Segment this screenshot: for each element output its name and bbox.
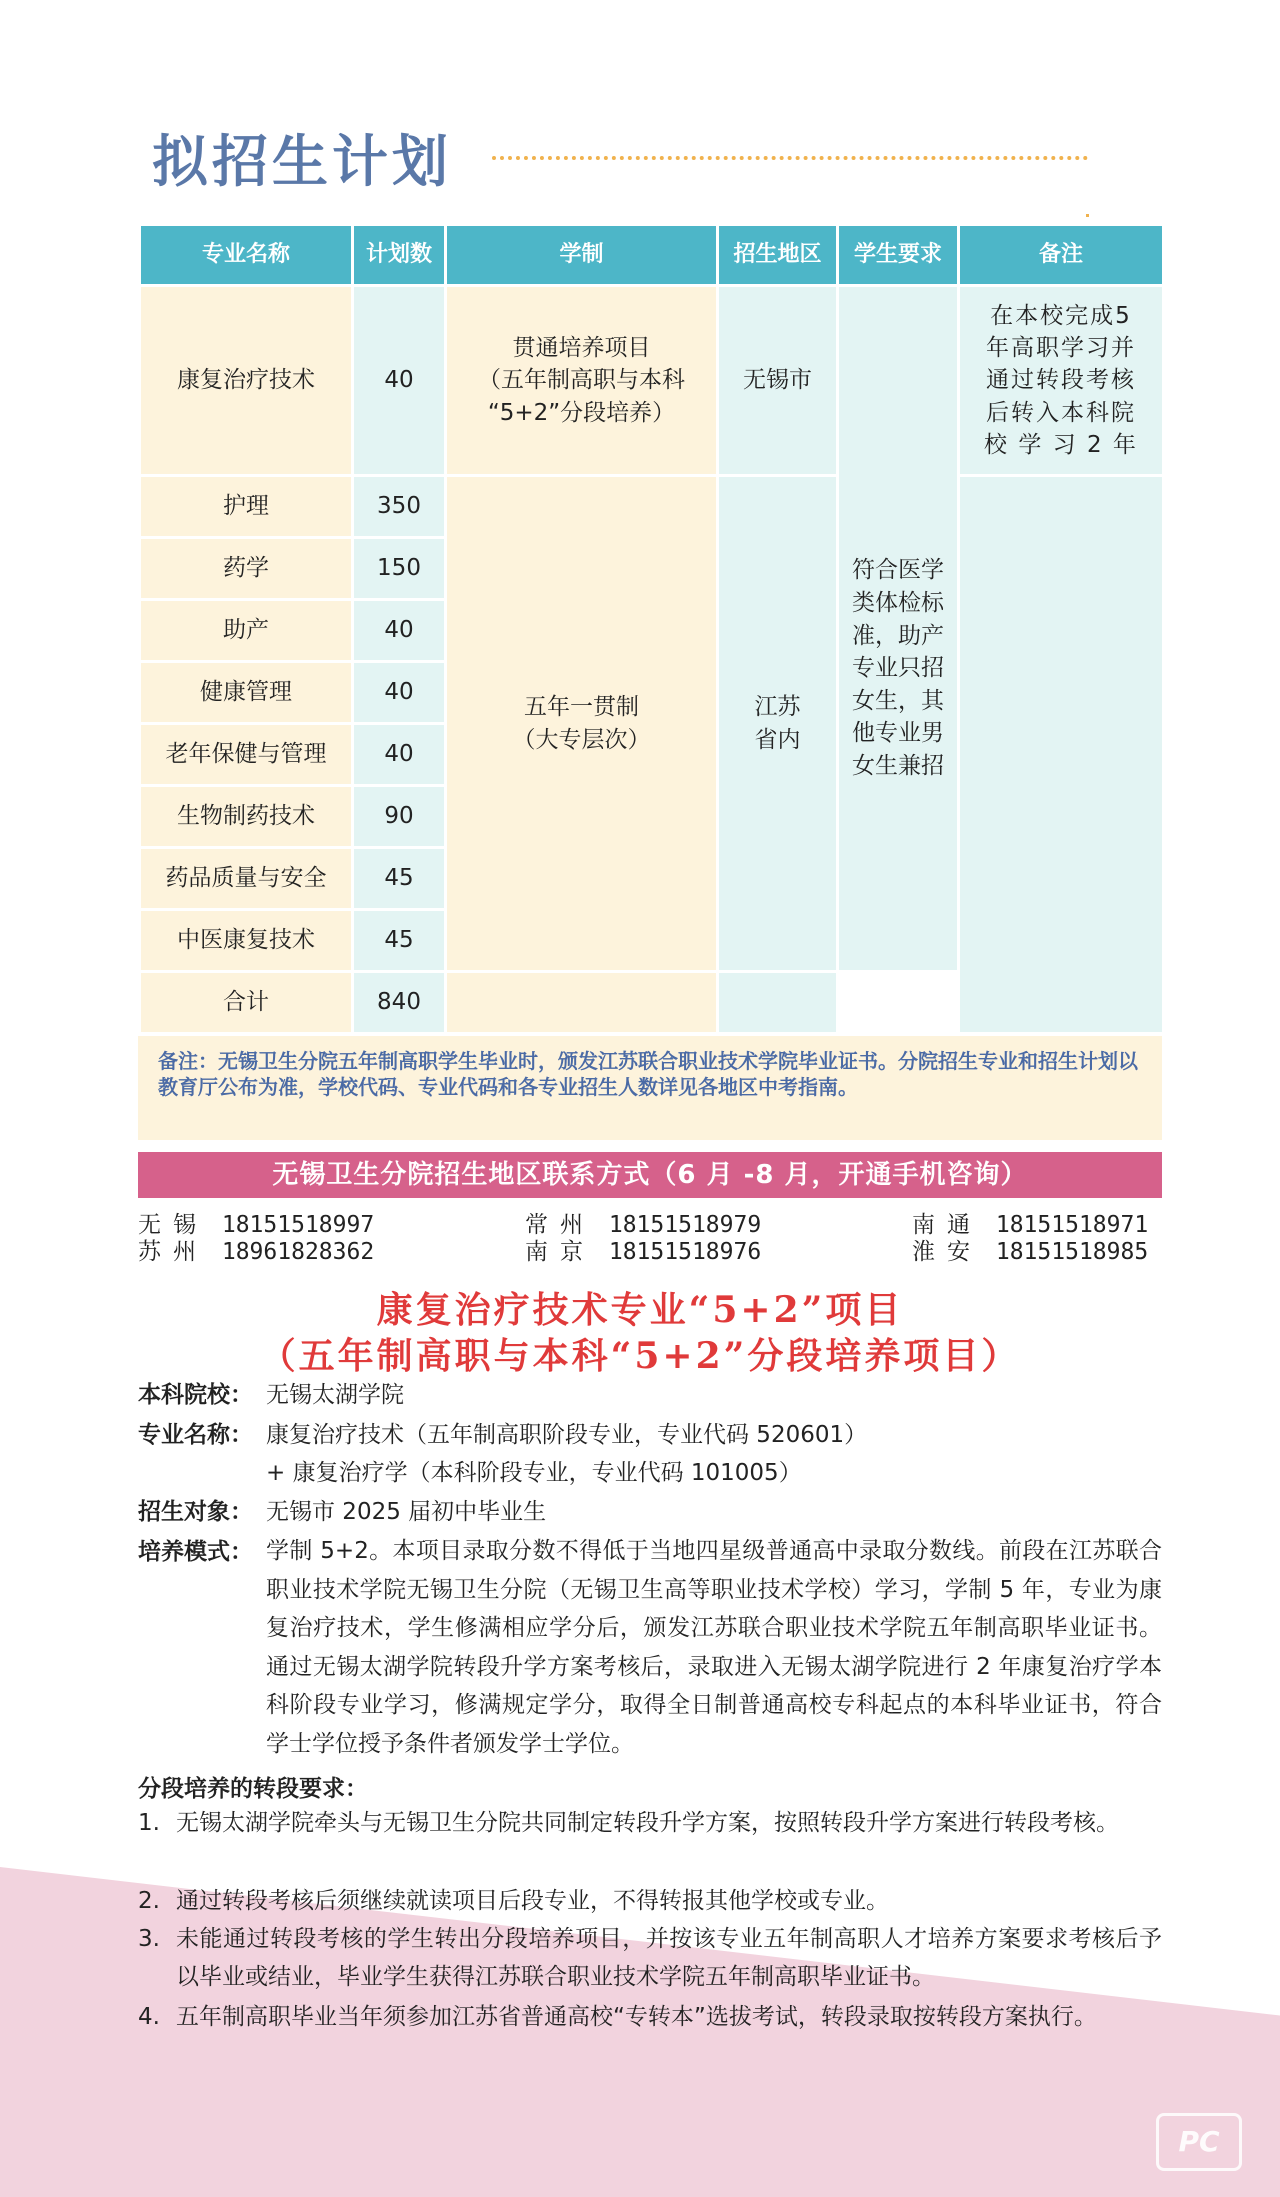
page-title: 拟招生计划	[152, 129, 452, 195]
major-cell: 助产	[140, 600, 353, 662]
system-line: 贯通培养项目	[512, 335, 651, 362]
requirement-text: 未能通过转段考核的学生转出分段培养项目，并按该专业五年制高职人才培养方案要求考核后予以毕业或结业，毕业学生获得江苏联合职业技术学院五年制高职毕业证书。	[176, 1926, 1162, 1990]
note-line: 校 学 习 2 年	[984, 431, 1138, 458]
contact-item	[525, 1233, 761, 1266]
enrollment-plan-table	[138, 223, 1165, 1035]
system-line: “5+2”分段培养）	[487, 399, 676, 426]
remark-box: 备注：无锡卫生分院五年制高职学生毕业时，颁发江苏联合职业技术学院毕业证书。分院招生专业和招生计划以教育厅公布为准，学校代码、专业代码和各专业招生人数详见各地区中考指南。	[138, 1036, 1162, 1140]
requirements-title: 分段培养的转段要求：	[138, 1776, 368, 1802]
info-value: + 康复治疗学（本科阶段专业，专业代码 101005）	[266, 1460, 802, 1486]
contact-item	[138, 1233, 374, 1266]
contact-city: 淮安	[912, 1239, 982, 1265]
count-cell: 150	[353, 538, 446, 600]
count-cell: 350	[353, 476, 446, 538]
count-cell: 90	[353, 786, 446, 848]
count-cell: 40	[353, 286, 446, 476]
contact-city: 无锡	[138, 1212, 208, 1238]
contact-city: 南通	[912, 1212, 982, 1238]
requirement-text: 通过转段考核后须继续就读项目后段专业，不得转报其他学校或专业。	[176, 1888, 889, 1914]
requirement-number: 4.	[138, 2004, 160, 2030]
contact-city: 南京	[525, 1239, 595, 1265]
decorative-dot	[1086, 214, 1089, 217]
note-line: 通过转段考核	[986, 367, 1136, 394]
contact-phone: 18961828362	[221, 1239, 375, 1265]
total-label-cell: 合计	[140, 972, 353, 1034]
major-cell: 老年保健与管理	[140, 724, 353, 786]
major-cell: 生物制药技术	[140, 786, 353, 848]
info-value: 无锡太湖学院	[266, 1382, 404, 1408]
requirement-number: 3.	[138, 1926, 160, 1952]
info-mode-paragraph: 学制 5+2。本项目录取分数不得低于当地四星级普通高中录取分数线。前段在江苏联合职业技术学院无锡卫生分院（无锡卫生高等职业技术学校）学习，学制 5 年，专业为康复治疗技术，学生修满相应学分后，颁发江苏联合职业技术学院五年制高职毕业证书。通过无锡太湖学院转段升学方案考核后，录取进入无锡太湖学院进行 2 年康复治疗学本科阶段专业学习，修满规定学分，取得全日制普通高校专科起点的本科毕业证书，符合学士学位授予条件者颁发学士学位。	[266, 1538, 1162, 1757]
major-cell: 药学	[140, 538, 353, 600]
info-value: 无锡市 2025 届初中毕业生	[266, 1499, 547, 1525]
system-cell	[446, 286, 718, 476]
region-cell: 无锡市	[718, 286, 838, 476]
contact-banner: 无锡卫生分院招生地区联系方式（6 月 -8 月，开通手机咨询）	[138, 1152, 1162, 1198]
requirement-line: 类体检标	[852, 589, 944, 616]
table-row	[140, 286, 1164, 476]
empty-cell	[718, 972, 838, 1034]
requirement-line: 专业只招	[852, 655, 944, 682]
count-cell: 40	[353, 724, 446, 786]
note-line: 年高职学习并	[986, 335, 1136, 362]
major-cell: 药品质量与安全	[140, 848, 353, 910]
header-major: 专业名称	[140, 225, 353, 286]
region-line: 江苏	[754, 694, 801, 721]
system-cell	[446, 476, 718, 972]
count-cell: 40	[353, 600, 446, 662]
info-label: 本科院校：	[138, 1382, 253, 1408]
info-value: 康复治疗技术（五年制高职阶段专业，专业代码 520601）	[266, 1422, 868, 1448]
requirement-line: 他专业男	[852, 720, 944, 747]
info-label: 招生对象：	[138, 1499, 253, 1525]
major-cell: 健康管理	[140, 662, 353, 724]
region-line: 省内	[754, 726, 801, 753]
title-dotted-line	[492, 156, 1088, 160]
project-subtitle: （五年制高职与本科“5+2”分段培养项目）	[259, 1335, 1021, 1377]
total-count-cell: 840	[353, 972, 446, 1034]
contact-item	[912, 1233, 1148, 1266]
requirement-text: 五年制高职毕业当年须参加江苏省普通高校“专转本”选拔考试，转段录取按转段方案执行。	[176, 2004, 1097, 2030]
project-title: 康复治疗技术专业“5+2”项目	[376, 1289, 904, 1331]
requirement-line: 女生兼招	[852, 753, 944, 780]
region-cell	[718, 476, 838, 972]
contact-city: 常州	[525, 1212, 595, 1238]
contact-phone: 18151518971	[995, 1212, 1149, 1238]
system-line: （大专层次）	[512, 726, 651, 753]
major-cell: 中医康复技术	[140, 910, 353, 972]
watermark-logo: PC	[1156, 2113, 1242, 2171]
requirement-text: 无锡太湖学院牵头与无锡卫生分院共同制定转段升学方案，按照转段升学方案进行转段考核。	[176, 1810, 1119, 1836]
count-cell: 40	[353, 662, 446, 724]
count-cell: 45	[353, 848, 446, 910]
requirement-number: 1.	[138, 1810, 160, 1836]
contact-phone: 18151518997	[221, 1212, 375, 1238]
requirement-line: 女生，其	[852, 687, 944, 714]
info-label: 培养模式：	[138, 1539, 253, 1565]
header-requirement: 学生要求	[838, 225, 959, 286]
header-region: 招生地区	[718, 225, 838, 286]
note-cell	[959, 286, 1164, 476]
requirement-number: 2.	[138, 1888, 160, 1914]
system-line: 五年一贯制	[524, 694, 639, 721]
contact-phone: 18151518976	[608, 1239, 762, 1265]
major-cell: 护理	[140, 476, 353, 538]
note-line: 后转入本科院	[986, 399, 1136, 426]
requirement-line: 符合医学	[852, 557, 944, 584]
contact-phone: 18151518979	[608, 1212, 762, 1238]
requirement-cell	[838, 286, 959, 972]
header-note: 备注	[959, 225, 1164, 286]
note-cell-empty	[959, 476, 1164, 1034]
contact-city: 苏州	[138, 1239, 208, 1265]
info-label: 专业名称：	[138, 1422, 253, 1448]
major-cell: 康复治疗技术	[140, 286, 353, 476]
contact-phone: 18151518985	[995, 1239, 1149, 1265]
empty-cell	[446, 972, 718, 1034]
header-system: 学制	[446, 225, 718, 286]
count-cell: 45	[353, 910, 446, 972]
requirement-line: 准，助产	[852, 622, 944, 649]
table-row	[140, 476, 1164, 538]
header-count: 计划数	[353, 225, 446, 286]
note-line: 在本校完成5	[990, 303, 1132, 330]
system-line: （五年制高职与本科	[478, 367, 685, 394]
table-header-row	[140, 225, 1164, 286]
